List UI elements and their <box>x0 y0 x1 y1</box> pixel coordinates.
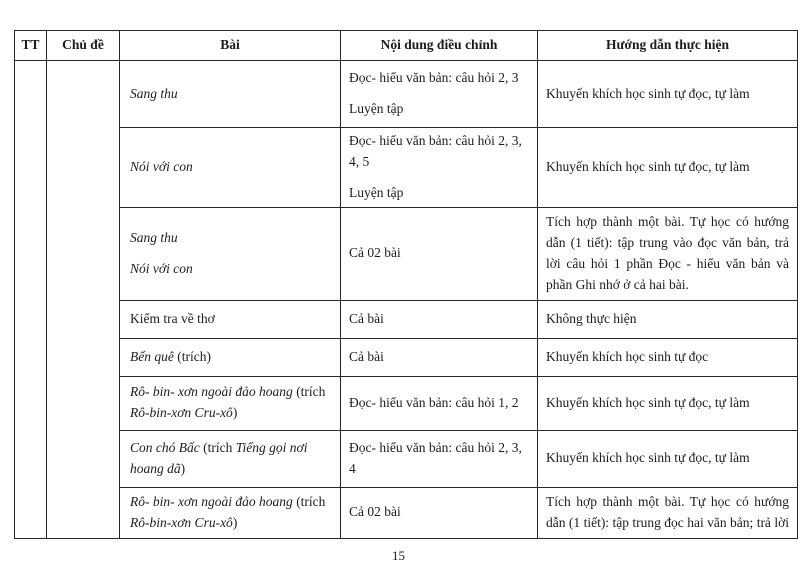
bai-title-segment: Con chó Bấc <box>130 439 200 455</box>
noi-dung-cell <box>341 430 538 487</box>
table-row <box>15 487 798 538</box>
bai-line <box>130 157 332 178</box>
bai-title-segment: Sang thu <box>130 229 178 245</box>
bai-cell <box>120 61 341 128</box>
bai-line <box>130 347 332 368</box>
bai-cell <box>120 487 341 538</box>
bai-text-segment: ) <box>232 405 238 421</box>
noi-dung-line: Đọc- hiểu văn bản: câu hỏi 2, 3, 4, 5 <box>349 133 522 169</box>
huong-dan-cell: Tích hợp thành một bài. Tự học có hướng dẫn (1 tiết): tập trung đọc hai văn bản; trả lời <box>538 487 798 538</box>
huong-dan-cell: Không thực hiện <box>538 300 798 338</box>
noi-dung-cell <box>341 128 538 208</box>
huong-dan-cell: Khuyến khích học sinh tự đọc, tự làm <box>538 128 798 208</box>
noi-dung-line: Cả 02 bài <box>349 504 401 520</box>
bai-text-segment: ) <box>232 514 238 530</box>
bai-text-segment: (trích <box>292 384 326 400</box>
bai-title-segment: Rô-bin-xơn Cru-xô <box>130 405 233 421</box>
bai-title-segment: Nói với con <box>130 260 193 276</box>
bai-text-segment: ) <box>180 460 186 476</box>
table-row <box>15 300 798 338</box>
noi-dung-line: Luyện tập <box>349 184 404 200</box>
bai-line <box>130 492 332 534</box>
bai-text-segment: (trích) <box>173 348 211 364</box>
table-row <box>15 430 798 487</box>
bai-title-segment: Rô- bin- xơn ngoài đảo hoang <box>130 493 293 509</box>
bai-title-segment: Rô- bin- xơn ngoài đảo hoang <box>130 384 293 400</box>
noi-dung-cell <box>341 61 538 128</box>
huong-dan-cell: Khuyến khích học sinh tự đọc, tự làm <box>538 376 798 430</box>
table-row <box>15 128 798 208</box>
chu-de-cell <box>47 61 120 539</box>
noi-dung-cell <box>341 376 538 430</box>
table-body <box>15 61 798 539</box>
huong-dan-cell: Khuyến khích học sinh tự đọc, tự làm <box>538 430 798 487</box>
noi-dung-line: Luyện tập <box>349 101 404 116</box>
table-row <box>15 376 798 430</box>
huong-dan-cell: Khuyến khích học sinh tự đọc, tự làm <box>538 61 798 128</box>
bai-cell <box>120 128 341 208</box>
bai-line <box>130 438 332 480</box>
noi-dung-cell <box>341 207 538 300</box>
bai-title-segment: Nói với con <box>130 158 193 174</box>
bai-line <box>130 309 332 330</box>
table-row <box>15 338 798 376</box>
bai-line <box>130 382 332 424</box>
header-chu-de: Chủ đề <box>47 31 120 61</box>
bai-cell <box>120 207 341 300</box>
adjustment-table <box>14 30 798 539</box>
noi-dung-line: Đọc- hiểu văn bản: câu hỏi 2, 3, 4 <box>349 439 522 476</box>
bai-cell <box>120 430 341 487</box>
noi-dung-line: Cả 02 bài <box>349 245 401 261</box>
table-row <box>15 207 798 300</box>
bai-line <box>130 84 332 105</box>
noi-dung-cell <box>341 300 538 338</box>
noi-dung-line: Cả bài <box>349 310 384 326</box>
huong-dan-cell: Khuyến khích học sinh tự đọc <box>538 338 798 376</box>
huong-dan-cell: Tích hợp thành một bài. Tự học có hướng dẫn (1 tiết): tập trung vào đọc văn bản, trả lời câu hỏi 1 phần Đọc - hiểu văn bản và phần Ghi nhớ ở cả hai bài. <box>538 207 798 300</box>
header-huong-dan: Hướng dẫn thực hiện <box>538 31 798 61</box>
bai-text-segment: Kiểm tra về thơ <box>130 310 215 326</box>
bai-title-segment: Rô-bin-xơn Cru-xô <box>130 514 233 530</box>
noi-dung-cell <box>341 487 538 538</box>
header-noi-dung: Nội dung điều chỉnh <box>341 31 538 61</box>
tt-cell <box>15 61 47 539</box>
bai-title-segment: Tiếng gọi nơi hoang dã <box>130 439 308 476</box>
noi-dung-line: Cả bài <box>349 348 384 364</box>
bai-cell <box>120 300 341 338</box>
bai-title-segment: Bến quê <box>130 348 174 364</box>
header-row <box>15 31 798 61</box>
bai-cell <box>120 338 341 376</box>
bai-text-segment: (trích <box>199 439 236 455</box>
table-row <box>15 61 798 128</box>
header-tt: TT <box>15 31 47 61</box>
bai-title-segment: Sang thu <box>130 85 178 101</box>
bai-text-segment: (trích <box>292 493 326 509</box>
page-number: 15 <box>392 548 405 563</box>
bai-cell <box>120 376 341 430</box>
noi-dung-cell <box>341 338 538 376</box>
header-bai: Bài <box>120 31 341 61</box>
bai-line <box>130 228 332 249</box>
bai-line <box>130 259 332 280</box>
noi-dung-line: Đọc- hiểu văn bản: câu hỏi 1, 2 <box>349 394 519 410</box>
noi-dung-line: Đọc- hiểu văn bản: câu hỏi 2, 3 <box>349 70 519 86</box>
